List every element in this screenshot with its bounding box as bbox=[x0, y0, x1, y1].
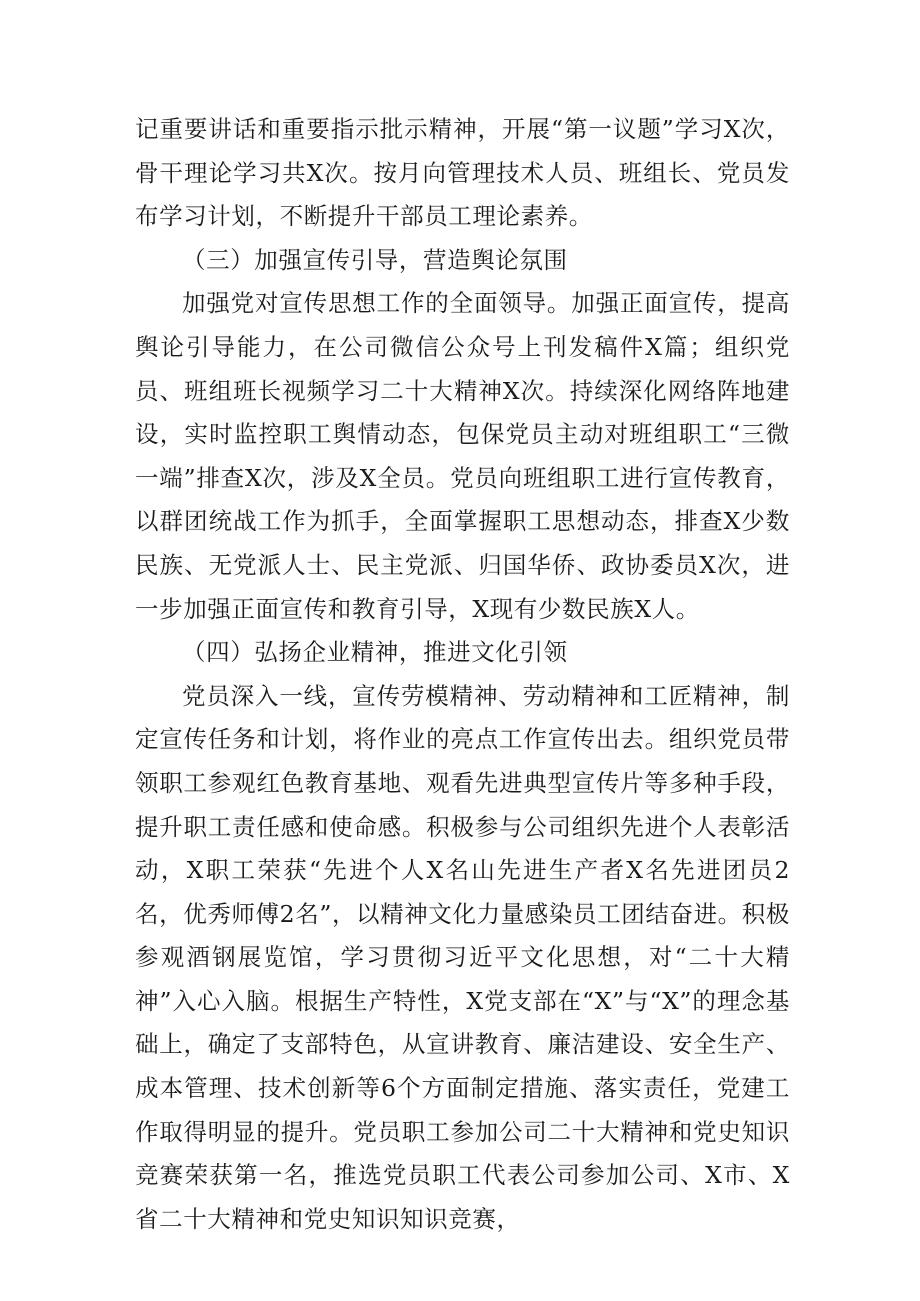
section-four-body: 党员深入一线，宣传劳模精神、劳动精神和工匠精神，制定宣传任务和计划，将作业的亮点工作宣传出去。组织党员带领职工参观红色教育基地、观看先进典型宣传片等多种手段，提升职工责任感和使命感。积极参与公司组织先进个人表彰活动，X职工荣获“先进个人X名山先进生产者X名先进团员2名，优秀师傅2名”，以精神文化力量感染员工团结奋进。积极参观酒钢展览馆，学习贯彻习近平文化思想，对“二十大精神”入心入脑。根据生产特性，X党支部在“X”与“X”的理念基础上，确定了支部特色，从宣讲教育、廉洁建设、安全生产、成本管理、技术创新等6个方面制定措施、落实责任，党建工作取得明显的提升。党员职工参加公司二十大精神和党史知识竞赛荣获第一名，推选党员职工代表公司参加公司、X市、X省二十大精神和党史知识知识竞赛， bbox=[135, 681, 790, 1233]
section-four-heading: （四）弘扬企业精神，推进文化引领 bbox=[182, 638, 568, 667]
document-body bbox=[135, 108, 790, 1241]
section-three-body: 加强党对宣传思想工作的全面领导。加强正面宣传，提高舆论引导能力，在公司微信公众号上刊发稿件X篇；组织党员、班组班长视频学习二十大精神X次。持续深化网络阵地建设，实时监控职工舆情动态，包保党员主动对班组职工“三微一端”排查X次，涉及X全员。党员向班组职工进行宣传教育，以群团统战工作为抓手，全面掌握职工思想动态，排查X少数民族、无党派人士、民主党派、归国华侨、政协委员X次，进一步加强正面宣传和教育引导，X现有少数民族X人。 bbox=[135, 289, 790, 623]
section-three-heading: （三）加强宣传引导，营造舆论氛围 bbox=[182, 245, 568, 274]
paragraph-continuation: 记重要讲话和重要指示批示精神，开展“第一议题”学习X次，骨干理论学习共X次。按月向管理技术人员、班组长、党员发布学习计划，不断提升干部员工理论素养。 bbox=[135, 115, 790, 231]
